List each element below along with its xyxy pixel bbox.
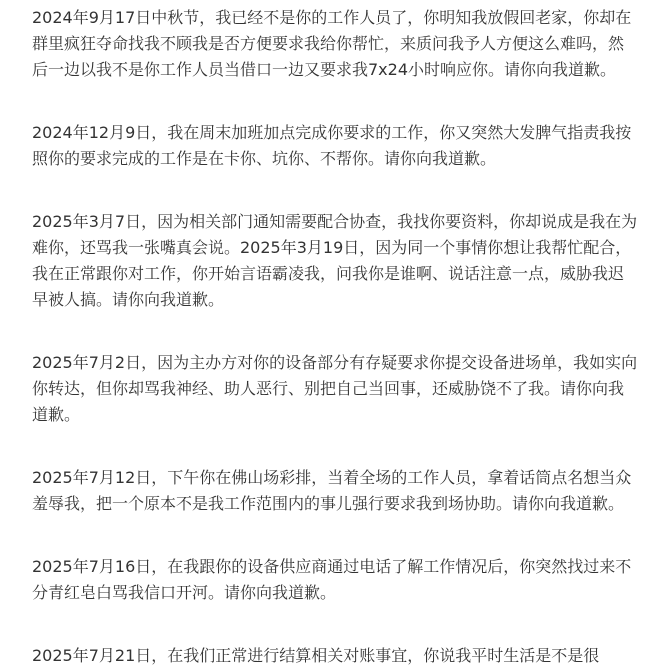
paragraph-2025-07-16: 2025年7月16日，在我跟你的设备供应商通过电话了解工作情况后，你突然找过来不分青红皂白骂我信口开河。请你向我道歉。 — [32, 557, 632, 602]
document-body — [32, 5, 638, 669]
paragraph-2024-09-17: 2024年9月17日中秋节，我已经不是你的工作人员了，你明知我放假回老家，你却在群里疯狂夺命找我不顾我是否方便要求我给你帮忙，来质问我予人方便这么难吗，然后一边以我不是你工作人员当借口一边又要求我7x24小时响应你。请你向我道歉。 — [32, 8, 632, 79]
paragraph-2024-12-09: 2024年12月9日，我在周末加班加点完成你要求的工作，你又突然大发脾气指责我按照你的要求完成的工作是在卡你、坑你、不帮你。请你向我道歉。 — [32, 123, 632, 168]
paragraph-2025-03-07: 2025年3月7日，因为相关部门通知需要配合协查，我找你要资料，你却说成是我在为难你，还骂我一张嘴真会说。2025年3月19日，因为同一个事情你想让我帮忙配合，我在正常跟你对工作，你开始言语霸凌我，问我你是谁啊、说话注意一点，威胁我迟早被人搞。请你向我道歉。 — [32, 212, 638, 309]
paragraph-2025-07-21-partial: 2025年7月21日，在我们正常进行结算相关对账事宜，你说我平时生活是不是很 — [32, 646, 600, 665]
paragraph-2025-07-12: 2025年7月12日，下午你在佛山场彩排，当着全场的工作人员，拿着话筒点名想当众羞辱我，把一个原本不是我工作范围内的事儿强行要求我到场协助。请你向我道歉。 — [32, 468, 632, 513]
paragraph-2025-07-02: 2025年7月2日，因为主办方对你的设备部分有存疑要求你提交设备进场单，我如实向你转达，但你却骂我神经、助人恶行、别把自己当回事，还威胁饶不了我。请你向我道歉。 — [32, 353, 638, 424]
